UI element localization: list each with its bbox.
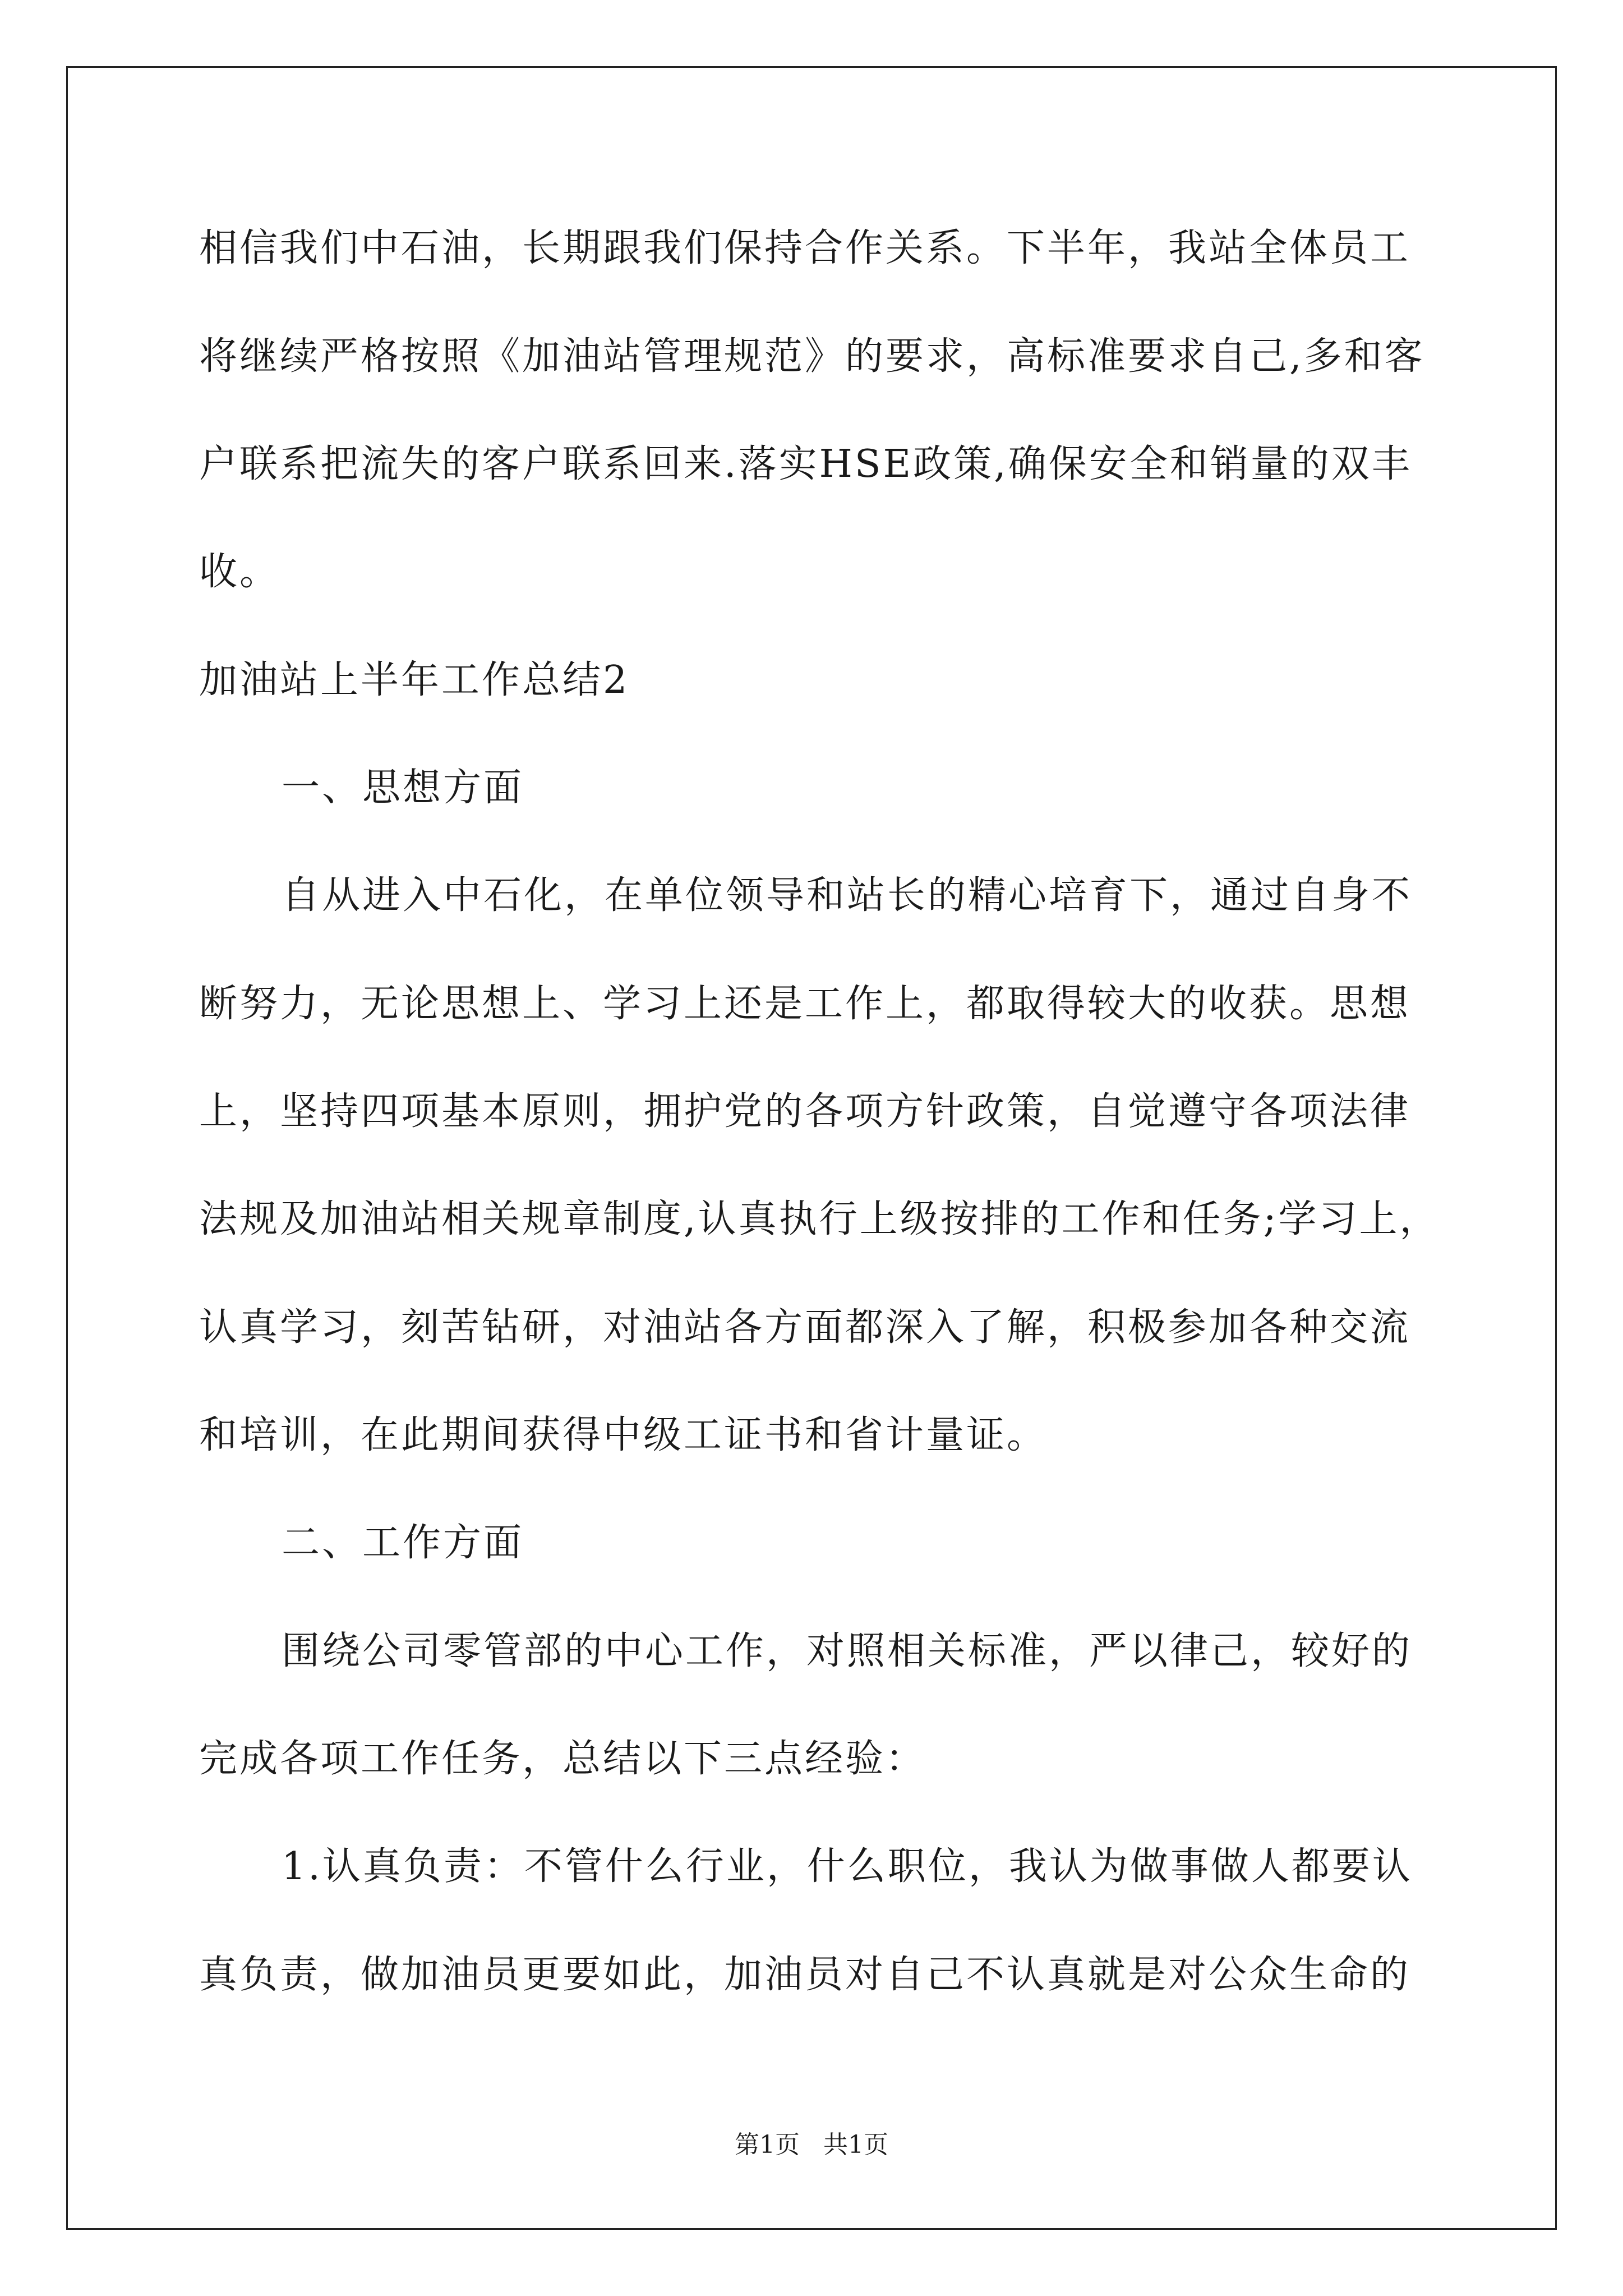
body-line: 认真学习，刻苦钻研，对油站各方面都深入了解，积极参加各种交流: [199, 1305, 1411, 1350]
body-line: 相信我们中石油，长期跟我们保持合作关系。下半年，我站全体员工: [199, 226, 1411, 270]
body-line: 断努力，无论思想上、学习上还是工作上，都取得较大的收获。思想: [199, 982, 1411, 1026]
body-line: 收。: [199, 550, 280, 594]
subsection-heading: 二、工作方面: [282, 1521, 524, 1565]
page-frame: [66, 66, 1557, 2230]
body-line: 真负责，做加油员更要如此，加油员对自己不认真就是对公众生命的: [199, 1953, 1411, 1997]
body-line: 自从进入中石化，在单位领导和站长的精心培育下，通过自身不: [282, 873, 1413, 918]
body-line: 完成各项工作任务，总结以下三点经验：: [199, 1737, 926, 1781]
subsection-heading: 一、思想方面: [282, 766, 524, 810]
body-line: 户联系把流失的客户联系回来.落实HSE政策,确保安全和销量的双丰: [199, 442, 1412, 486]
body-line: 上，坚持四项基本原则，拥护党的各项方针政策，自觉遵守各项法律: [199, 1089, 1411, 1134]
body-line: 围绕公司零管部的中心工作，对照相关标准，严以律己，较好的: [282, 1629, 1413, 1673]
body-line: 1.认真负责：不管什么行业，什么职位，我认为做事做人都要认: [282, 1844, 1413, 1889]
body-line: 法规及加油站相关规章制度,认真执行上级按排的工作和任务;学习上，: [199, 1197, 1440, 1241]
page-number-footer: 第1页 共1页: [735, 2131, 888, 2159]
section-title: 加油站上半年工作总结2: [199, 658, 630, 702]
body-line: 将继续严格按照《加油站管理规范》的要求，高标准要求自己,多和客: [199, 334, 1425, 379]
body-line: 和培训，在此期间获得中级工证书和省计量证。: [199, 1413, 1048, 1457]
